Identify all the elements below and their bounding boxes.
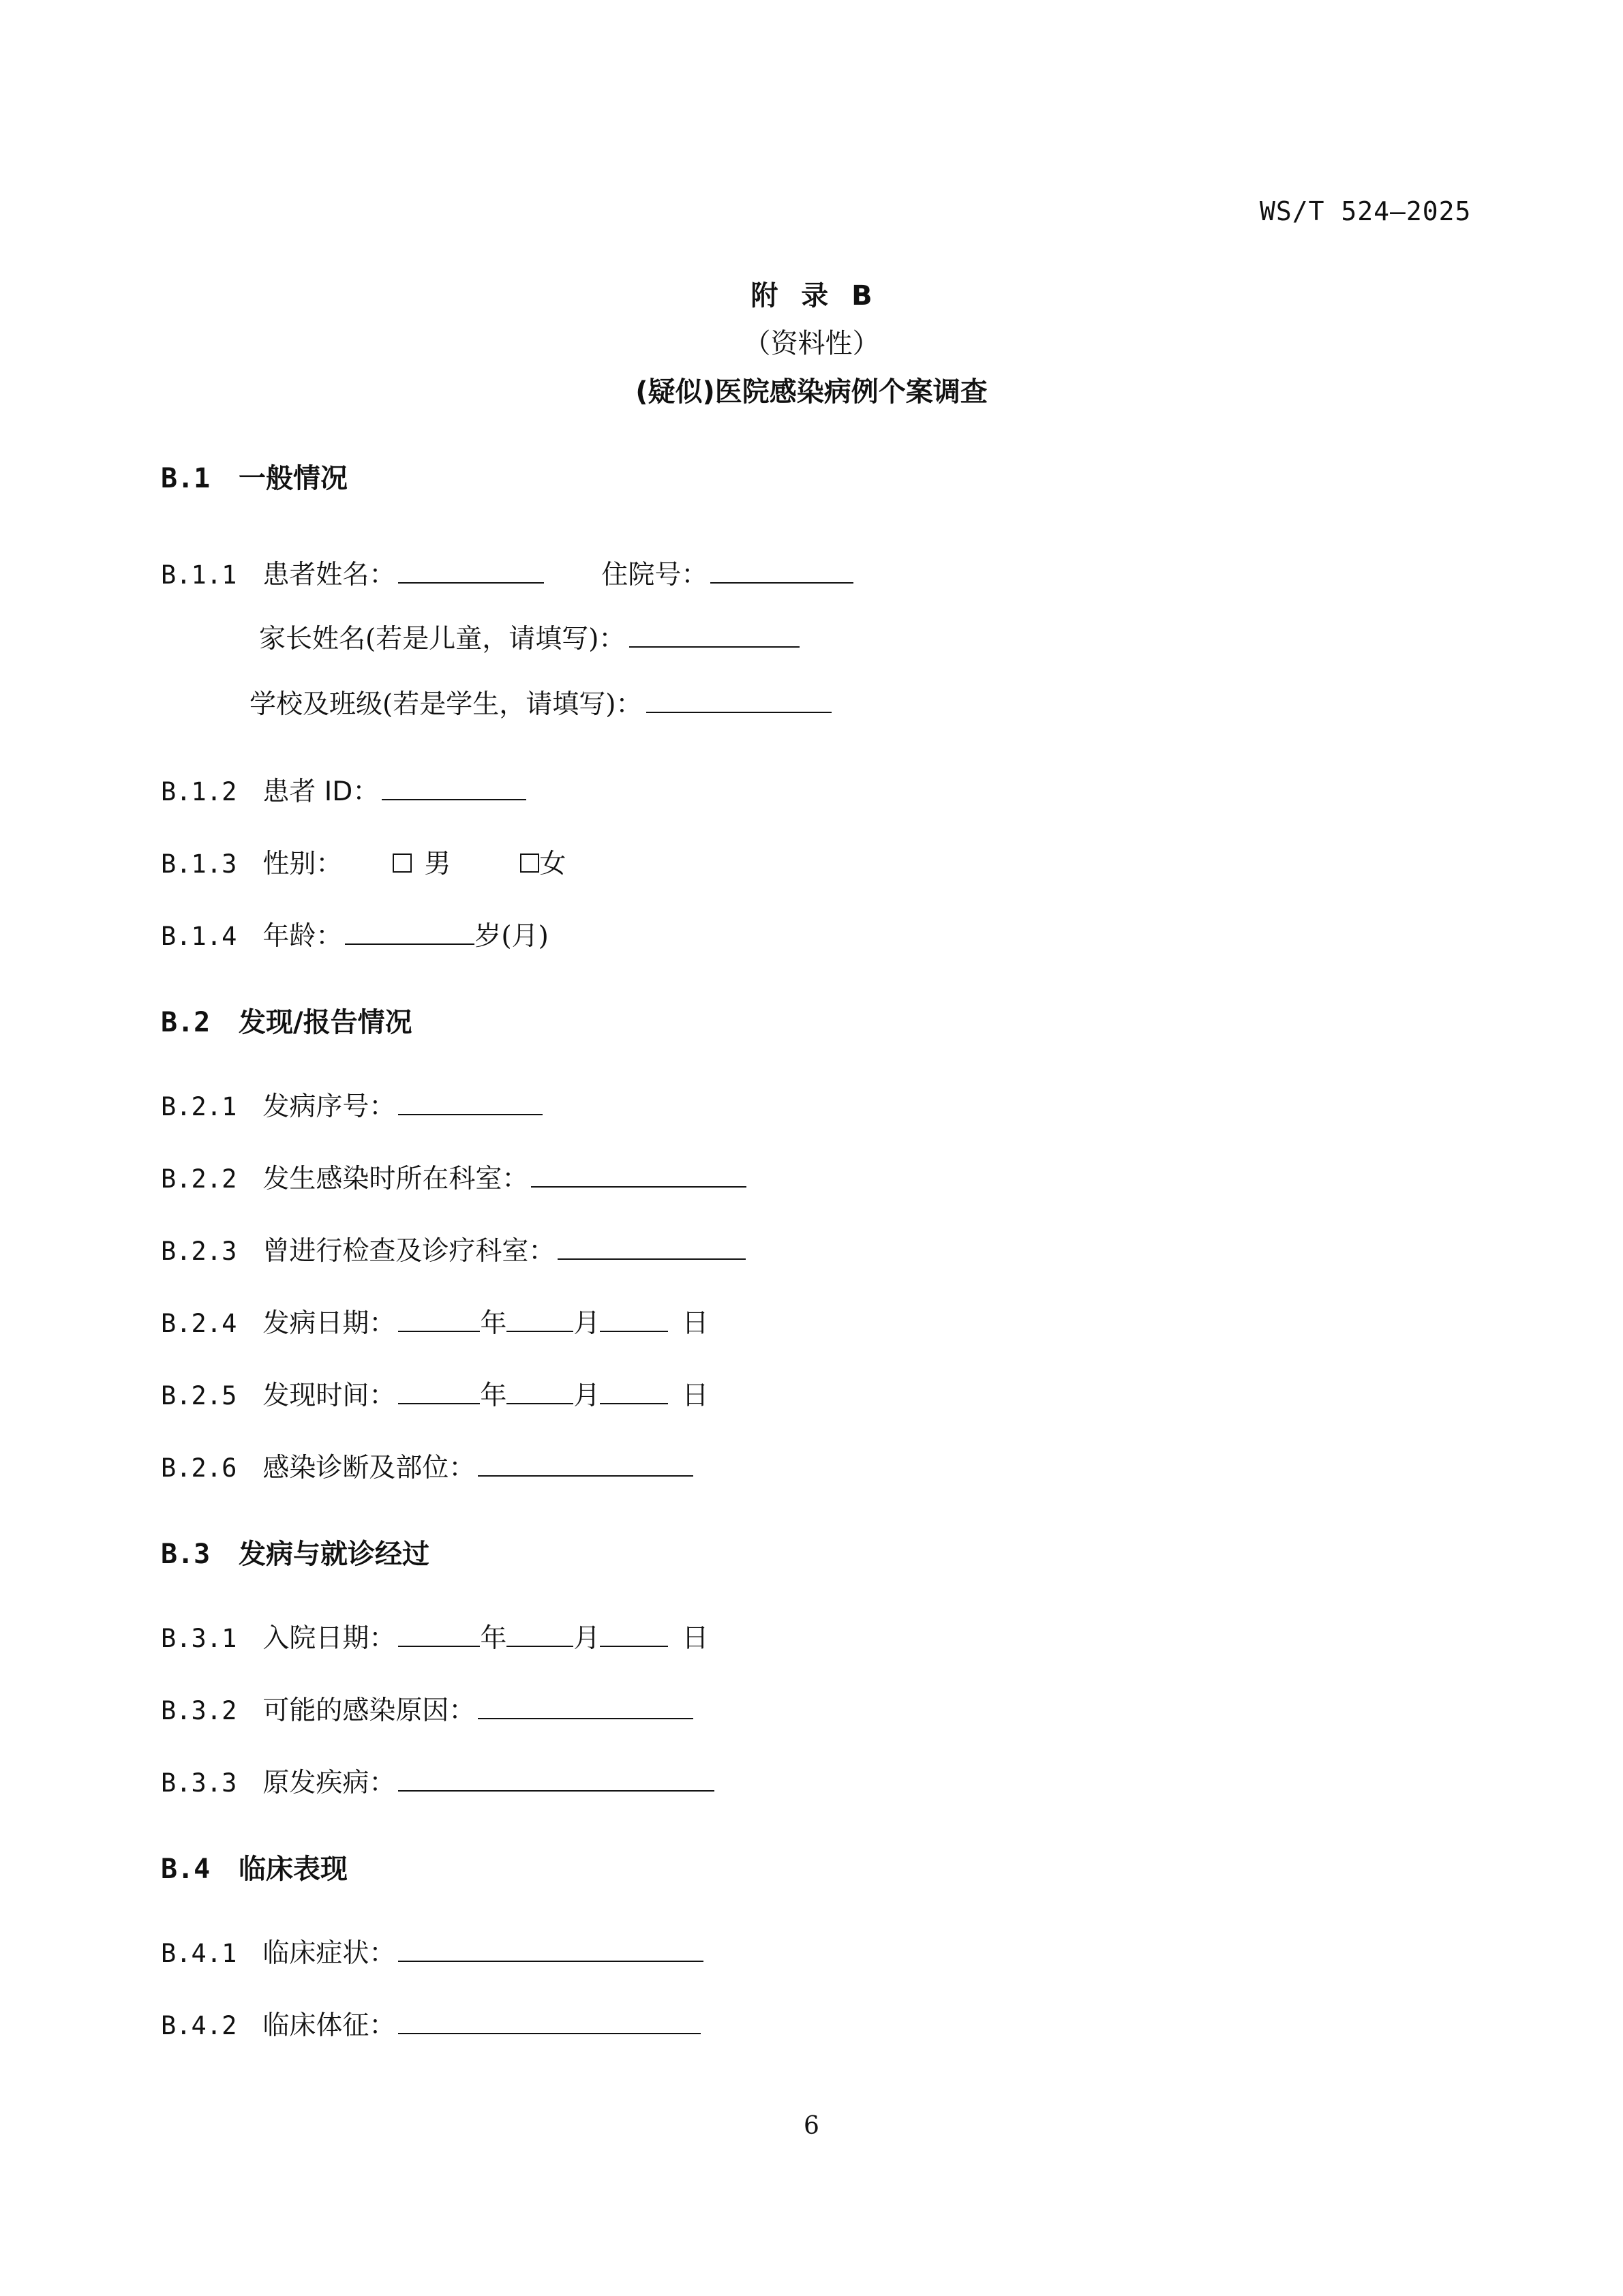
- parent-name-label: 家长姓名(若是儿童，请填写)：: [259, 624, 626, 654]
- item-number: B.1.3: [161, 849, 237, 879]
- onset-serial-field[interactable]: [398, 1091, 543, 1115]
- item-number: B.2.4: [161, 1309, 237, 1338]
- patient-id-field[interactable]: [382, 776, 526, 800]
- patient-id-label: 患者 ID：: [262, 776, 380, 807]
- primary-disease-label: 原发疾病：: [262, 1768, 396, 1798]
- onset-date-label: 发病日期：: [262, 1308, 396, 1339]
- parent-name-field[interactable]: [629, 623, 800, 648]
- day-unit: 日: [682, 1308, 709, 1339]
- admission-day-field[interactable]: [600, 1622, 668, 1647]
- discovery-day-field[interactable]: [600, 1380, 668, 1404]
- age-field[interactable]: [345, 920, 474, 945]
- school-class-label: 学校及班级(若是学生，请填写)：: [249, 689, 643, 720]
- annex-title: 附 录 B: [750, 280, 873, 312]
- section-number: B.4: [161, 1854, 211, 1885]
- patient-name-field[interactable]: [398, 559, 544, 584]
- admission-month-field[interactable]: [506, 1622, 573, 1647]
- male-label: 男: [424, 849, 451, 879]
- section-heading-b2: [161, 1001, 412, 1040]
- female-checkbox[interactable]: [520, 854, 539, 873]
- admission-no-label: 住院号：: [601, 560, 708, 590]
- item-number: B.3.3: [161, 1768, 237, 1798]
- item-b2-4: [161, 1302, 708, 1340]
- month-unit: 月: [573, 1380, 601, 1411]
- month-unit: 月: [573, 1623, 601, 1654]
- diagnosis-site-field[interactable]: [478, 1452, 693, 1477]
- item-b1-3: [161, 843, 566, 881]
- item-b1-4: [161, 915, 549, 953]
- school-class-field[interactable]: [646, 689, 832, 713]
- standard-code: WS/T 524—2025: [1260, 196, 1472, 226]
- item-b4-2: [161, 2004, 701, 2042]
- onset-serial-label: 发病序号：: [262, 1091, 396, 1122]
- primary-disease-field[interactable]: [398, 1767, 714, 1792]
- page-number: 6: [804, 2112, 819, 2140]
- age-label: 年龄：: [262, 921, 343, 952]
- annex-subtitle: （资料性）: [743, 328, 880, 359]
- section-heading-b1: [161, 457, 348, 496]
- item-b4-1: [161, 1932, 703, 1970]
- age-unit: 岁(月): [474, 921, 549, 952]
- item-number: B.2.5: [161, 1381, 237, 1410]
- item-number: B.3.2: [161, 1696, 237, 1725]
- diagnosis-site-label: 感染诊断及部位：: [262, 1453, 476, 1483]
- clinical-signs-field[interactable]: [398, 2010, 701, 2034]
- section-title: 发病与就诊经过: [239, 1539, 430, 1570]
- item-b2-3: [161, 1230, 746, 1268]
- year-unit: 年: [480, 1623, 507, 1654]
- item-number: B.2.2: [161, 1164, 237, 1194]
- section-title: 临床表现: [239, 1854, 348, 1885]
- discovery-month-field[interactable]: [506, 1380, 573, 1404]
- infection-dept-label: 发生感染时所在科室：: [262, 1164, 529, 1194]
- item-b3-2: [161, 1689, 693, 1727]
- exam-dept-label: 曾进行检查及诊疗科室：: [262, 1236, 556, 1267]
- day-unit: 日: [682, 1380, 709, 1411]
- item-number: B.2.1: [161, 1092, 237, 1121]
- onset-year-field[interactable]: [398, 1308, 480, 1332]
- infection-cause-field[interactable]: [478, 1695, 693, 1719]
- discovery-time-label: 发现时间：: [262, 1380, 396, 1411]
- male-checkbox[interactable]: [393, 854, 412, 873]
- item-b2-2: [161, 1158, 746, 1196]
- annex-name: (疑似)医院感染病例个案调查: [635, 376, 988, 408]
- item-b1-2: [161, 770, 526, 809]
- exam-dept-field[interactable]: [558, 1235, 746, 1260]
- section-number: B.3: [161, 1539, 211, 1570]
- item-parent-name: [259, 618, 800, 656]
- item-number: B.1.4: [161, 922, 237, 951]
- item-b1-1: [161, 554, 853, 592]
- item-number: B.3.1: [161, 1624, 237, 1653]
- patient-name-label: 患者姓名：: [262, 560, 396, 590]
- admission-date-label: 入院日期：: [262, 1623, 396, 1654]
- item-number: B.2.6: [161, 1453, 237, 1483]
- section-title: 发现/报告情况: [239, 1007, 412, 1038]
- clinical-symptoms-field[interactable]: [398, 1937, 703, 1962]
- item-number: B.2.3: [161, 1237, 237, 1266]
- item-b2-6: [161, 1447, 693, 1485]
- year-unit: 年: [480, 1380, 507, 1411]
- item-b3-1: [161, 1617, 708, 1655]
- day-unit: 日: [682, 1623, 709, 1654]
- gender-label: 性别：: [262, 849, 343, 879]
- item-b3-3: [161, 1762, 714, 1800]
- item-number: B.4.2: [161, 2011, 237, 2040]
- discovery-year-field[interactable]: [398, 1380, 480, 1404]
- section-title: 一般情况: [239, 463, 348, 494]
- section-number: B.1: [161, 463, 211, 494]
- infection-cause-label: 可能的感染原因：: [262, 1695, 476, 1726]
- item-b2-5: [161, 1374, 708, 1413]
- admission-year-field[interactable]: [398, 1622, 480, 1647]
- onset-month-field[interactable]: [506, 1308, 573, 1332]
- female-label: 女: [539, 849, 566, 879]
- item-number: B.1.2: [161, 777, 237, 806]
- item-b2-1: [161, 1085, 543, 1123]
- item-number: B.1.1: [161, 560, 237, 590]
- clinical-signs-label: 临床体征：: [262, 2010, 396, 2041]
- section-number: B.2: [161, 1007, 211, 1038]
- item-number: B.4.1: [161, 1939, 237, 1968]
- infection-dept-field[interactable]: [531, 1163, 746, 1188]
- admission-no-field[interactable]: [710, 559, 853, 584]
- section-heading-b3: [161, 1532, 429, 1571]
- year-unit: 年: [480, 1308, 507, 1339]
- section-heading-b4: [161, 1847, 348, 1886]
- month-unit: 月: [573, 1308, 601, 1339]
- onset-day-field[interactable]: [600, 1308, 668, 1332]
- clinical-symptoms-label: 临床症状：: [262, 1938, 396, 1969]
- item-school-class: [249, 683, 832, 721]
